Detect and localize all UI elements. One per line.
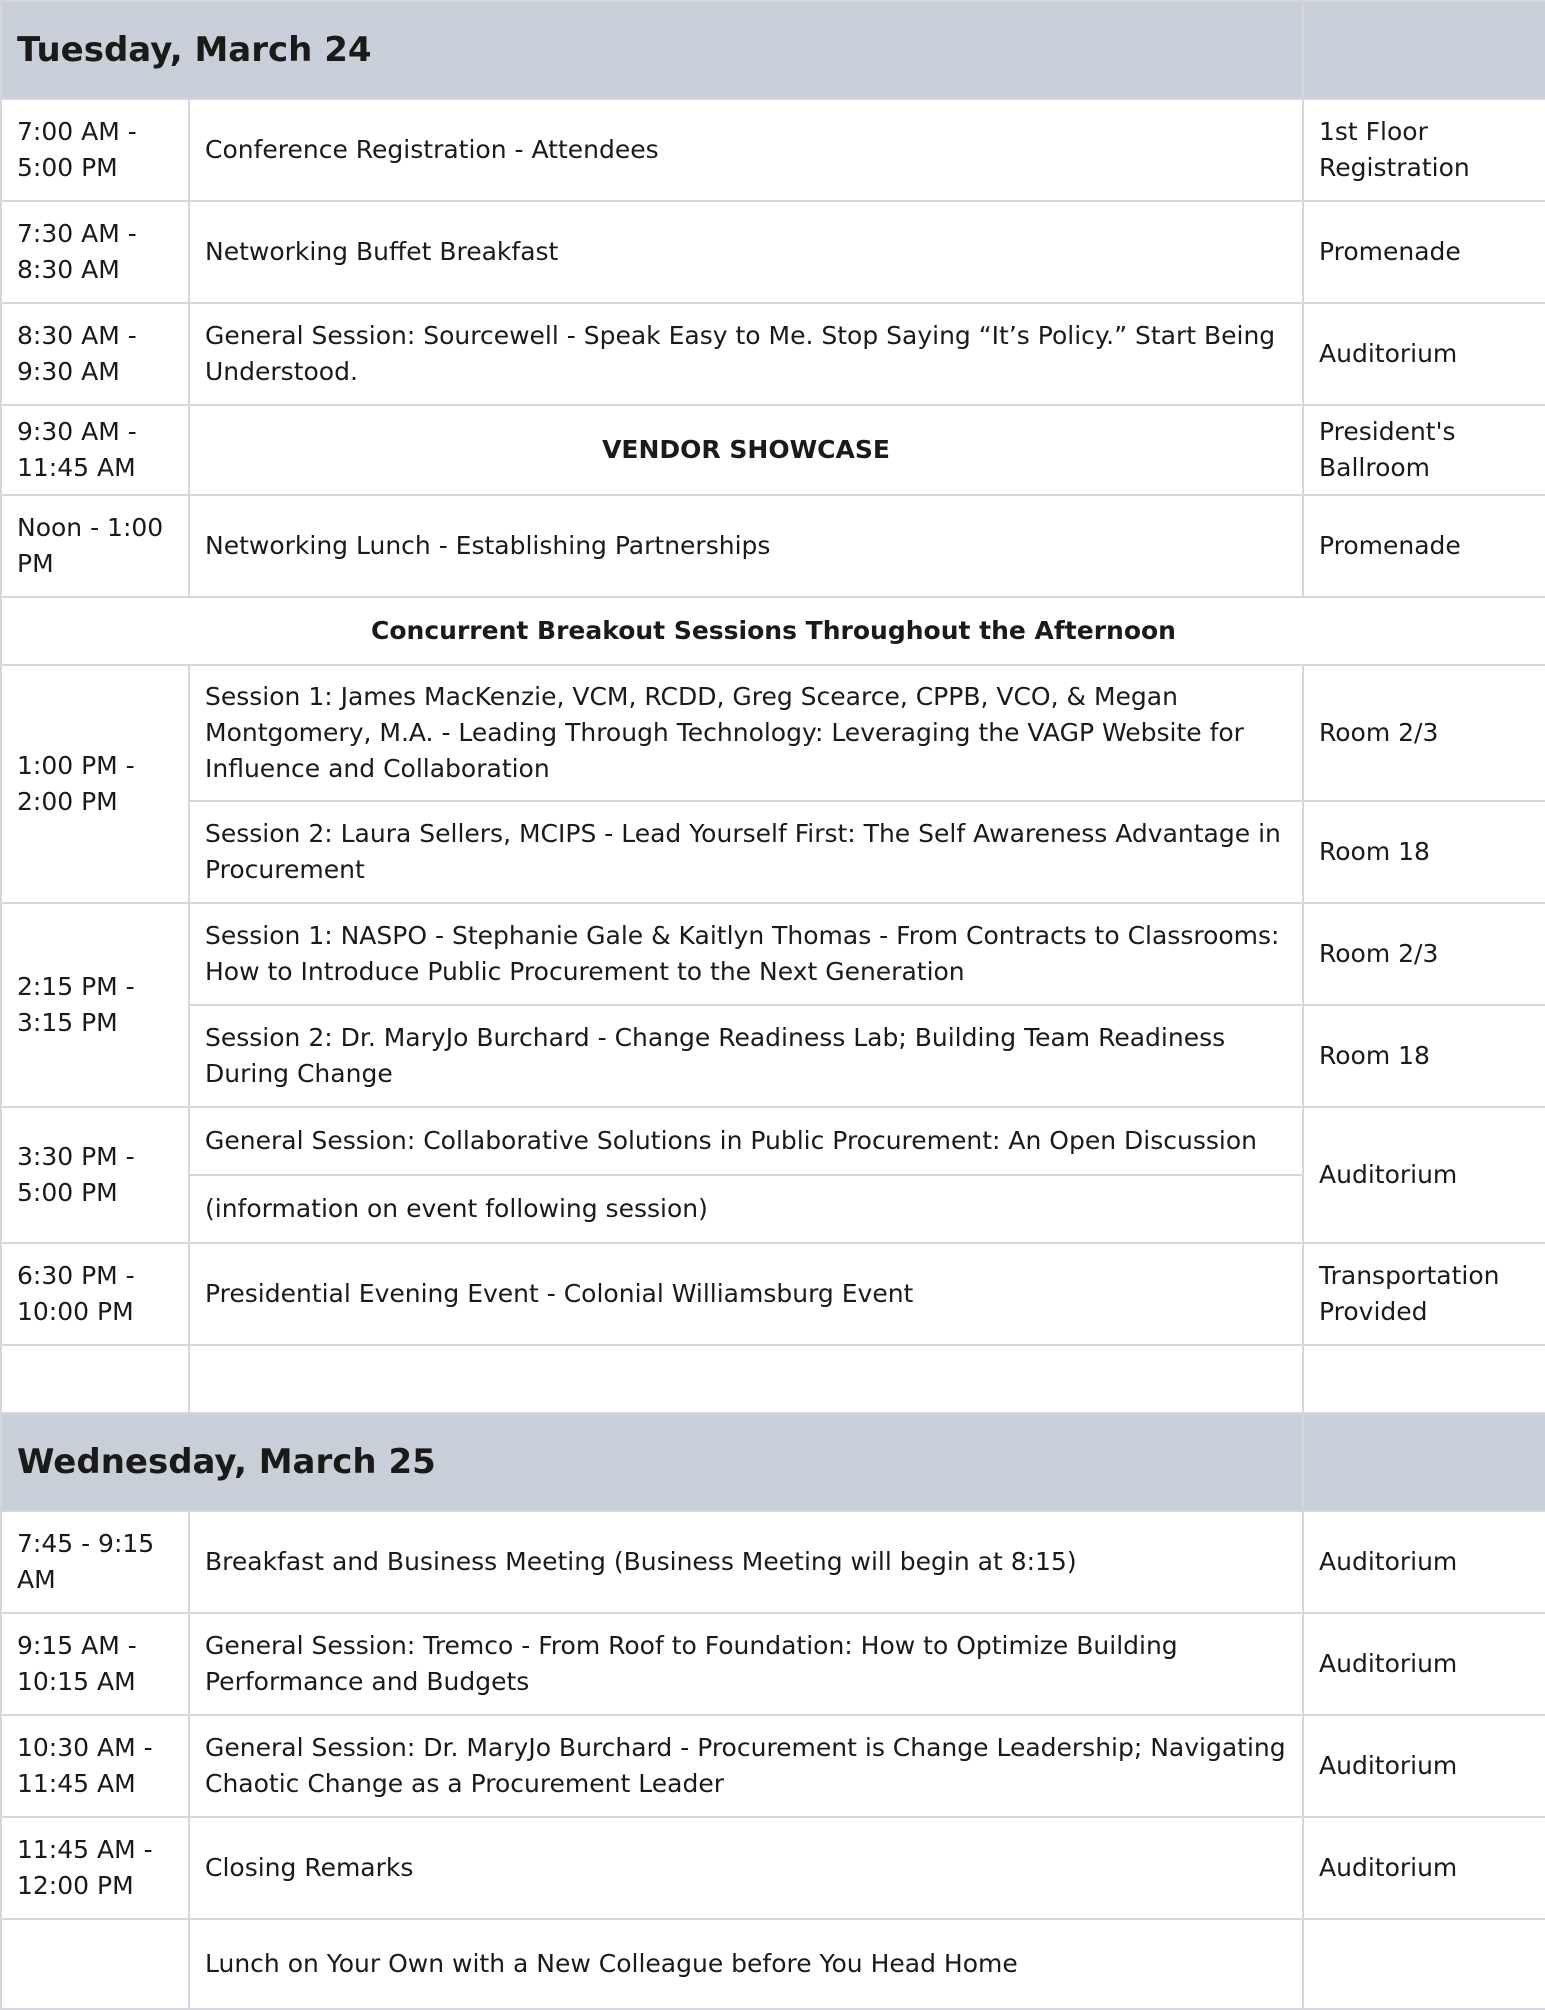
time-cell: 8:30 AM - 9:30 AM: [1, 303, 189, 405]
table-row: [1, 1613, 1545, 1715]
day-title: Tuesday, March 24: [1, 1, 1303, 99]
empty-cell: [189, 1345, 1303, 1413]
table-row: [1, 99, 1545, 201]
location-cell: Auditorium: [1303, 1817, 1545, 1919]
table-row: [1, 1243, 1545, 1345]
table-row: [1, 1715, 1545, 1817]
table-row: [1, 1107, 1545, 1175]
location-cell: Promenade: [1303, 495, 1545, 597]
day-header-row: [1, 1413, 1545, 1511]
table-row: [1, 495, 1545, 597]
time-cell: 3:30 PM - 5:00 PM: [1, 1107, 189, 1243]
day-header-empty: [1303, 1413, 1545, 1511]
time-cell: Noon - 1:00 PM: [1, 495, 189, 597]
location-cell: Auditorium: [1303, 303, 1545, 405]
day-header-row: [1, 1, 1545, 99]
breakout-header: Concurrent Breakout Sessions Throughout the Afternoon: [1, 597, 1545, 665]
time-cell: 6:30 PM - 10:00 PM: [1, 1243, 189, 1345]
event-cell: Closing Remarks: [189, 1817, 1303, 1919]
time-cell: 9:15 AM - 10:15 AM: [1, 1613, 189, 1715]
day-header-empty: [1303, 1, 1545, 99]
time-cell: 10:30 AM - 11:45 AM: [1, 1715, 189, 1817]
location-cell: Auditorium: [1303, 1715, 1545, 1817]
empty-cell: [1, 1345, 189, 1413]
day-title: Wednesday, March 25: [1, 1413, 1303, 1511]
location-cell: Room 18: [1303, 1005, 1545, 1107]
event-cell: Conference Registration - Attendees: [189, 99, 1303, 201]
time-cell: 9:30 AM - 11:45 AM: [1, 405, 189, 495]
table-row: [1, 1005, 1545, 1107]
event-cell: General Session: Dr. MaryJo Burchard - Procurement is Change Leadership; Navigating Chaotic Change as a Procurement Leader: [189, 1715, 1303, 1817]
location-cell: President's Ballroom: [1303, 405, 1545, 495]
event-cell: Breakfast and Business Meeting (Business Meeting will begin at 8:15): [189, 1511, 1303, 1613]
time-cell: 2:15 PM - 3:15 PM: [1, 903, 189, 1107]
event-cell: (information on event following session): [189, 1175, 1303, 1243]
time-cell: 1:00 PM - 2:00 PM: [1, 665, 189, 903]
time-cell: 7:00 AM - 5:00 PM: [1, 99, 189, 201]
time-cell: [1, 1919, 189, 2009]
table-row: [1, 201, 1545, 303]
location-cell: Auditorium: [1303, 1511, 1545, 1613]
location-cell: Auditorium: [1303, 1107, 1545, 1243]
empty-cell: [1303, 1345, 1545, 1413]
event-cell: Networking Lunch - Establishing Partnerships: [189, 495, 1303, 597]
event-cell: Presidential Evening Event - Colonial Williamsburg Event: [189, 1243, 1303, 1345]
table-row: [1, 405, 1545, 495]
event-cell: Lunch on Your Own with a New Colleague before You Head Home: [189, 1919, 1303, 2009]
time-cell: 11:45 AM - 12:00 PM: [1, 1817, 189, 1919]
table-row: [1, 303, 1545, 405]
event-cell: Networking Buffet Breakfast: [189, 201, 1303, 303]
table-row: [1, 801, 1545, 903]
location-cell: Transportation Provided: [1303, 1243, 1545, 1345]
event-cell: General Session: Sourcewell - Speak Easy to Me. Stop Saying “It’s Policy.” Start Being Understood.: [189, 303, 1303, 405]
event-cell: Session 1: NASPO - Stephanie Gale & Kaitlyn Thomas - From Contracts to Classrooms: How to Introduce Public Procurement to the Next Generation: [189, 903, 1303, 1005]
event-cell: Session 2: Laura Sellers, MCIPS - Lead Yourself First: The Self Awareness Advantage in Procurement: [189, 801, 1303, 903]
time-cell: 7:45 - 9:15 AM: [1, 1511, 189, 1613]
table-row: [1, 1817, 1545, 1919]
breakout-header-row: [1, 597, 1545, 665]
time-cell: 7:30 AM - 8:30 AM: [1, 201, 189, 303]
event-cell: Session 2: Dr. MaryJo Burchard - Change Readiness Lab; Building Team Readiness During Change: [189, 1005, 1303, 1107]
table-row: [1, 1919, 1545, 2009]
location-cell: Room 2/3: [1303, 665, 1545, 801]
table-row: [1, 1511, 1545, 1613]
location-cell: Room 18: [1303, 801, 1545, 903]
vendor-showcase-cell: VENDOR SHOWCASE: [189, 405, 1303, 495]
table-row: [1, 903, 1545, 1005]
event-cell: Session 1: James MacKenzie, VCM, RCDD, Greg Scearce, CPPB, VCO, & Megan Montgomery, M.A. - Leading Through Technology: Leveraging the VAGP Website for Influence and Collaboration: [189, 665, 1303, 801]
empty-row: [1, 1345, 1545, 1413]
location-cell: [1303, 1919, 1545, 2009]
location-cell: Room 2/3: [1303, 903, 1545, 1005]
event-cell: General Session: Collaborative Solutions in Public Procurement: An Open Discussion: [189, 1107, 1303, 1175]
location-cell: Promenade: [1303, 201, 1545, 303]
table-row: [1, 665, 1545, 801]
location-cell: Auditorium: [1303, 1613, 1545, 1715]
event-cell: General Session: Tremco - From Roof to Foundation: How to Optimize Building Performance and Budgets: [189, 1613, 1303, 1715]
location-cell: 1st Floor Registration: [1303, 99, 1545, 201]
